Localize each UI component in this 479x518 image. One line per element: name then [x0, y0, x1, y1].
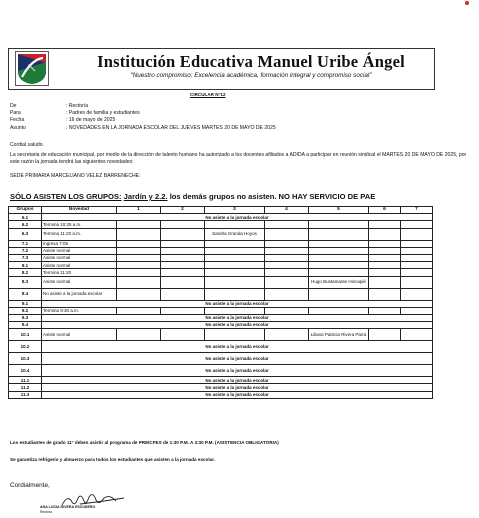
table-row — [9, 377, 433, 384]
period-cell — [369, 221, 401, 228]
signature-name: ANA LUCIA RIVERA ESCUDERO — [40, 505, 96, 509]
period-cell — [161, 307, 205, 314]
period-cell — [265, 221, 309, 228]
groups-rest: los demás grupos no asisten. NO HAY SERVICIO DE PAE — [169, 192, 376, 201]
period-cell — [161, 228, 205, 240]
period-cell — [369, 240, 401, 247]
red-dot-mark — [465, 1, 469, 5]
period-cell: Sandra Granda Hoyos — [205, 228, 265, 240]
table-row — [9, 288, 433, 300]
period-cell — [205, 276, 265, 288]
period-cell — [265, 240, 309, 247]
period-cell — [369, 276, 401, 288]
institution-name: Institución Educativa Manuel Uribe Ángel — [97, 52, 405, 71]
period-cell — [265, 276, 309, 288]
novelty-cell: Termina 11:20 a.m. — [42, 228, 117, 240]
table-row — [9, 314, 433, 321]
table-row — [9, 262, 433, 269]
meta-row — [10, 103, 276, 110]
table-row — [9, 365, 433, 377]
group-cell: 7.1 — [9, 240, 42, 247]
group-cell: 6.2 — [9, 221, 42, 228]
groups-list: Jardín y 2.2. — [123, 192, 168, 201]
group-cell: 11.3 — [9, 391, 42, 398]
preicfes-note: Los estudiantes de grado 11° deben asistir al programa de PREICFES de 1:30 P.M. A 3:30 P.M. (ASISTENCIA OBLIGATORIA) — [10, 440, 279, 445]
greeting: Cordial saludo. — [10, 142, 44, 148]
group-cell: 11.2 — [9, 384, 42, 391]
column-header: 6 — [369, 207, 401, 214]
circular-title: CIRCULAR N°12 — [190, 92, 226, 97]
period-cell — [205, 269, 265, 276]
no-attendance-cell: No asiste a la jornada escolar — [42, 322, 433, 329]
group-cell: 11.1 — [9, 377, 42, 384]
novelty-cell: Termina 11:20 — [42, 269, 117, 276]
novelty-cell: Termina 10:25 a.m. — [42, 221, 117, 228]
period-cell — [369, 228, 401, 240]
period-cell — [309, 247, 369, 254]
column-header: Grupos — [9, 207, 42, 214]
period-cell — [401, 276, 433, 288]
no-attendance-cell: No asiste a la jornada escolar — [42, 391, 433, 398]
meta-row — [10, 125, 276, 132]
period-cell — [369, 307, 401, 314]
group-cell: 10.2 — [9, 341, 42, 353]
meta-label: Asunto — [10, 124, 26, 131]
period-cell — [369, 254, 401, 261]
no-attendance-cell: No asiste a la jornada escolar — [42, 214, 433, 221]
novelty-cell: Asiste normal — [42, 262, 117, 269]
table-row — [9, 269, 433, 276]
period-cell — [117, 221, 161, 228]
period-cell — [369, 262, 401, 269]
table-row — [9, 329, 433, 341]
period-cell: Liliana Patricia Rivera Parra — [309, 329, 369, 341]
group-cell: 8.4 — [9, 288, 42, 300]
novelty-cell: Asiste normal — [42, 254, 117, 261]
table-header-row — [9, 207, 433, 214]
period-cell: Hugo Bustamante Hincapié — [309, 276, 369, 288]
schedule-table — [8, 206, 433, 399]
period-cell — [161, 269, 205, 276]
period-cell — [161, 240, 205, 247]
no-attendance-cell: No asiste a la jornada escolar — [42, 365, 433, 377]
column-header: 5 — [309, 207, 369, 214]
period-cell — [117, 247, 161, 254]
table-row — [9, 353, 433, 365]
novelty-cell: Asiste normal — [42, 247, 117, 254]
period-cell — [265, 247, 309, 254]
period-cell — [401, 329, 433, 341]
meta-row — [10, 117, 276, 124]
group-cell: 7.2 — [9, 247, 42, 254]
period-cell — [117, 240, 161, 247]
meta-value: : Rectoría — [66, 103, 89, 109]
group-cell: 10.1 — [9, 329, 42, 341]
period-cell — [117, 329, 161, 341]
period-cell — [117, 254, 161, 261]
period-cell — [309, 221, 369, 228]
group-cell: 10.3 — [9, 353, 42, 365]
institution-shield-icon — [15, 51, 49, 86]
period-cell — [117, 262, 161, 269]
period-cell — [265, 329, 309, 341]
period-cell — [161, 247, 205, 254]
no-attendance-cell: No asiste a la jornada escolar — [42, 353, 433, 365]
period-cell — [401, 269, 433, 276]
signature-role: Rectora — [40, 510, 52, 514]
period-cell — [401, 288, 433, 300]
group-cell: 7.3 — [9, 254, 42, 261]
period-cell — [205, 240, 265, 247]
table-row — [9, 247, 433, 254]
no-attendance-cell: No asiste a la jornada escolar — [42, 300, 433, 307]
meta-label: De — [10, 103, 17, 109]
table-row — [9, 228, 433, 240]
period-cell — [117, 269, 161, 276]
novelty-cell: Asiste normal — [42, 276, 117, 288]
sede-heading: SEDE PRIMARIA MARCELIANO VELEZ BARRENECHE: — [10, 173, 141, 179]
period-cell — [265, 228, 309, 240]
period-cell — [161, 262, 205, 269]
no-attendance-cell: No asiste a la jornada escolar — [42, 314, 433, 321]
period-cell — [265, 307, 309, 314]
no-attendance-cell: No asiste a la jornada escolar — [42, 384, 433, 391]
period-cell — [117, 228, 161, 240]
column-header: 2 — [161, 207, 205, 214]
period-cell — [161, 329, 205, 341]
meta-label: Para — [10, 110, 21, 117]
group-cell: 6.1 — [9, 214, 42, 221]
period-cell — [265, 254, 309, 261]
period-cell — [265, 262, 309, 269]
memo-meta — [10, 103, 276, 132]
novelty-cell: Ingresa 7:05 — [42, 240, 117, 247]
table-row — [9, 254, 433, 261]
period-cell — [369, 247, 401, 254]
period-cell — [205, 254, 265, 261]
meta-value: : NOVEDADES EN LA JORNADA ESCOLAR DEL JUEVES MARTES 20 DE MAYO DE 2025 — [66, 124, 276, 131]
column-header: Novedad — [42, 207, 117, 214]
table-row — [9, 341, 433, 353]
group-cell: 8.1 — [9, 262, 42, 269]
column-header: 3 — [205, 207, 265, 214]
period-cell — [205, 288, 265, 300]
table-row — [9, 307, 433, 314]
groups-lead: SÓLO ASISTEN LOS GRUPOS: — [10, 192, 122, 201]
closing: Cordialmente, — [10, 482, 50, 489]
novelty-cell: Asiste normal — [42, 329, 117, 341]
period-cell — [401, 307, 433, 314]
period-cell — [369, 329, 401, 341]
no-attendance-cell: No asiste a la jornada escolar — [42, 377, 433, 384]
period-cell — [401, 247, 433, 254]
period-cell — [369, 288, 401, 300]
no-attendance-cell: No asiste a la jornada escolar — [42, 341, 433, 353]
group-cell: 10.4 — [9, 365, 42, 377]
period-cell — [161, 221, 205, 228]
column-header: 1 — [117, 207, 161, 214]
period-cell — [309, 269, 369, 276]
period-cell — [205, 247, 265, 254]
table-row — [9, 300, 433, 307]
groups-attendance-line — [10, 192, 375, 201]
period-cell — [205, 262, 265, 269]
table-row — [9, 276, 433, 288]
group-cell: 6.3 — [9, 228, 42, 240]
meta-value: : 16 de mayo de 2025 — [66, 117, 116, 124]
group-cell: 9.2 — [9, 307, 42, 314]
institution-header — [8, 48, 435, 90]
period-cell — [161, 276, 205, 288]
period-cell — [265, 288, 309, 300]
period-cell — [205, 221, 265, 228]
column-header: 7 — [401, 207, 433, 214]
table-row — [9, 240, 433, 247]
period-cell — [401, 221, 433, 228]
novelty-cell: Termina 9:30 a.m. — [42, 307, 117, 314]
period-cell — [309, 262, 369, 269]
period-cell — [401, 228, 433, 240]
period-cell — [309, 240, 369, 247]
table-row — [9, 221, 433, 228]
meta-value: : Padres de familia y estudiantes — [66, 110, 140, 117]
period-cell — [161, 254, 205, 261]
period-cell — [309, 307, 369, 314]
group-cell: 9.3 — [9, 314, 42, 321]
group-cell: 9.4 — [9, 322, 42, 329]
period-cell — [309, 228, 369, 240]
period-cell — [205, 329, 265, 341]
table-row — [9, 214, 433, 221]
period-cell — [117, 288, 161, 300]
group-cell: 8.3 — [9, 276, 42, 288]
group-cell: 9.1 — [9, 300, 42, 307]
novelty-cell: No asiste a la jornada escolar — [42, 288, 117, 300]
body-paragraph: La secretaria de educación municipal, por medio de la dirección de talento humano ha autorizado a los docentes afiliados a ADIDA a participar en reunión sindical el MARTES 20 DE MAYO DE 2025, por este razón la jornada tendrá las siguientes novedades: — [10, 152, 467, 165]
table-row — [9, 391, 433, 398]
meta-label: Fecha — [10, 117, 25, 124]
period-cell — [309, 254, 369, 261]
group-cell: 8.2 — [9, 269, 42, 276]
period-cell — [161, 288, 205, 300]
period-cell — [401, 262, 433, 269]
table-row — [9, 384, 433, 391]
period-cell — [369, 269, 401, 276]
column-header: 4 — [265, 207, 309, 214]
period-cell — [205, 307, 265, 314]
meals-note: Se garantiza refrigerio y almuerzo para todos los estudiantes que asisten a la jornada escolar. — [10, 457, 216, 462]
period-cell — [401, 254, 433, 261]
period-cell — [117, 307, 161, 314]
institution-motto: "Nuestro compromiso: Excelencia académica, formación integral y compromiso social" — [130, 72, 372, 79]
period-cell — [309, 288, 369, 300]
period-cell — [117, 276, 161, 288]
period-cell — [265, 269, 309, 276]
table-row — [9, 322, 433, 329]
meta-row — [10, 110, 276, 117]
period-cell — [401, 240, 433, 247]
